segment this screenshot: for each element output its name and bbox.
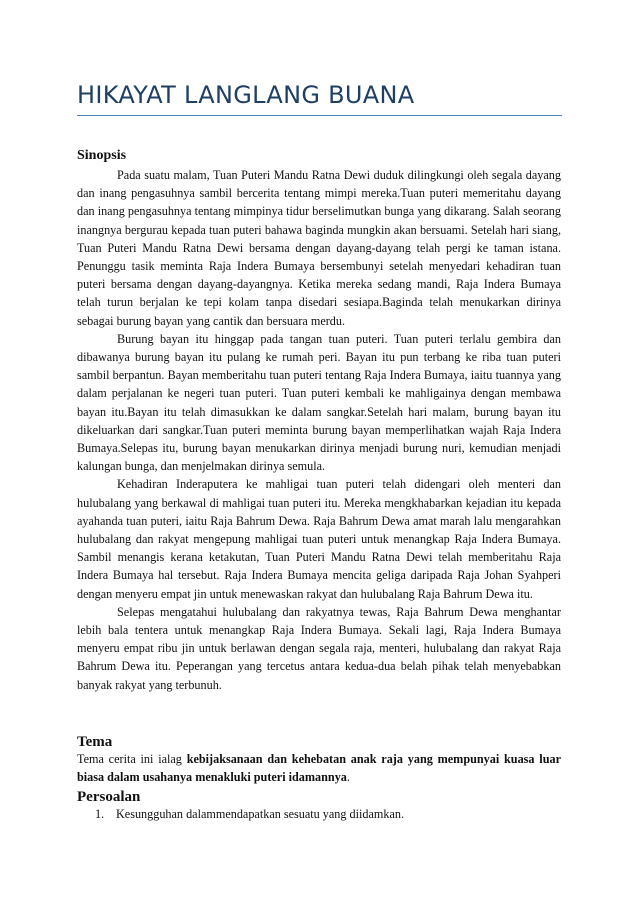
title-underline <box>77 115 562 116</box>
sinopsis-paragraph-3: Kehadiran Inderaputera ke mahligai tuan puteri telah didengari oleh menteri dan hulubalang yang berkawal di mahligai tuan puteri itu. Mereka mengkhabarkan kejadian itu kepada ayahanda tuan puteri, iaitu Raja Bahrum Dewa. Raja Bahrum Dewa amat marah lalu mengarahkan hulubalang dan rakyat mengepung mahligai tuan puteri untuk menangkap Raja Indera Bumaya. Sambil menangis kerana ketakutan, Tuan Puteri Mandu Ratna Dewi telah memberitahu Raja Indera Bumaya hal tersebut. Raja Indera Bumaya mencita geliga daripada Raja Johan Syahperi dengan menyeru empat jin untuk menewaskan rakyat dan hulubalang Raja Bahrum Dewa itu. <box>77 477 561 601</box>
tema-body <box>77 750 561 786</box>
tema-heading: Tema <box>77 734 113 750</box>
sinopsis-paragraph-2: Burung bayan itu hinggap pada tangan tuan puteri. Tuan puteri terlalu gembira dan dibawanya burung bayan itu pulang ke rumah peri. Bayan itu pun terbang ke riba tuan puteri sambil berpantun. Bayan memberitahu tuan puteri tentang Raja Indera Bumaya, iaitu tuannya yang dalam perjalanan ke negeri tuan puteri. Tuan puteri kembali ke mahligainya dengan membawa bayan itu.Bayan itu telah dimasukkan ke dalam sangkar.Setelah hari malam, burung bayan itu dikeluarkan dari sangkar.Tuan puteri meminta burung bayan memperlihatkan wajah Raja Indera Bumaya.Selepas itu, burung bayan menukarkan dirinya menjadi burung nuri, kemudian menjadi kalungan bunga, dan menjelmakan dirinya semula. <box>77 331 561 474</box>
persoalan-list-item <box>95 805 404 823</box>
sinopsis-heading: Sinopsis <box>77 148 127 163</box>
list-item-text: Kesungguhan dalammendapatkan sesuatu yang diidamkan. <box>116 807 405 821</box>
tema-text-intro: Tema cerita ini ialag <box>77 752 187 766</box>
tema-text-end: . <box>346 770 350 785</box>
list-item-number: 1. <box>95 807 105 821</box>
tema-paragraph <box>77 750 561 786</box>
tema-text-emphasis: kebijaksanaan dan kehebatan anak raja yang mempunyai kuasa luar biasa dalam usahanya menakluki puteri idamannya <box>77 752 561 785</box>
persoalan-heading: Persoalan <box>77 789 141 805</box>
persoalan-list <box>95 805 404 823</box>
sinopsis-body <box>77 166 561 694</box>
sinopsis-paragraph-1: Pada suatu malam, Tuan Puteri Mandu Ratna Dewi duduk dilingkungi oleh segala dayang dan inang pengasuhnya sambil bercerita tentang mimpi mereka.Tuan puteri memeritahu dayang dan inang pengasuhnya tentang mimpinya tidur berselimutkan bunga yang dikarang. Salah seorang inangnya bergurau kepada tuan puteri bahawa baginda mungkin akan bersuami. Setelah hari siang, Tuan Puteri Mandu Ratna Dewi bersama dengan dayang-dayang telah pergi ke taman istana. Penunggu tasik meminta Raja Indera Bumaya bersembunyi setelah menyedari kehadiran tuan puteri bersama dengan dayang-dayangnya. Ketika mereka sedang mandi, Raja Indera Bumaya telah turun berjalan ke tepi kolam tanpa disedari sesiapa.Baginda telah menukarkan dirinya sebagai burung bayan yang cantik dan bersuara merdu. <box>77 168 561 328</box>
sinopsis-paragraph-4: Selepas mengatahui hulubalang dan rakyatnya tewas, Raja Bahrum Dewa menghantar lebih bala tentera untuk menangkap Raja Indera Bumaya. Sekali lagi, Raja Indera Bumaya menyeru empat ribu jin untuk berlawan dengan segala raja, menteri, hulubalang dan rakyat Raja Bahrum Dewa itu. Peperangan yang tercetus antara kedua-dua belah pihak telah menyebabkan banyak rakyat yang terbunuh. <box>77 604 561 692</box>
document-title: HIKAYAT LANGLANG BUANA <box>77 81 415 109</box>
